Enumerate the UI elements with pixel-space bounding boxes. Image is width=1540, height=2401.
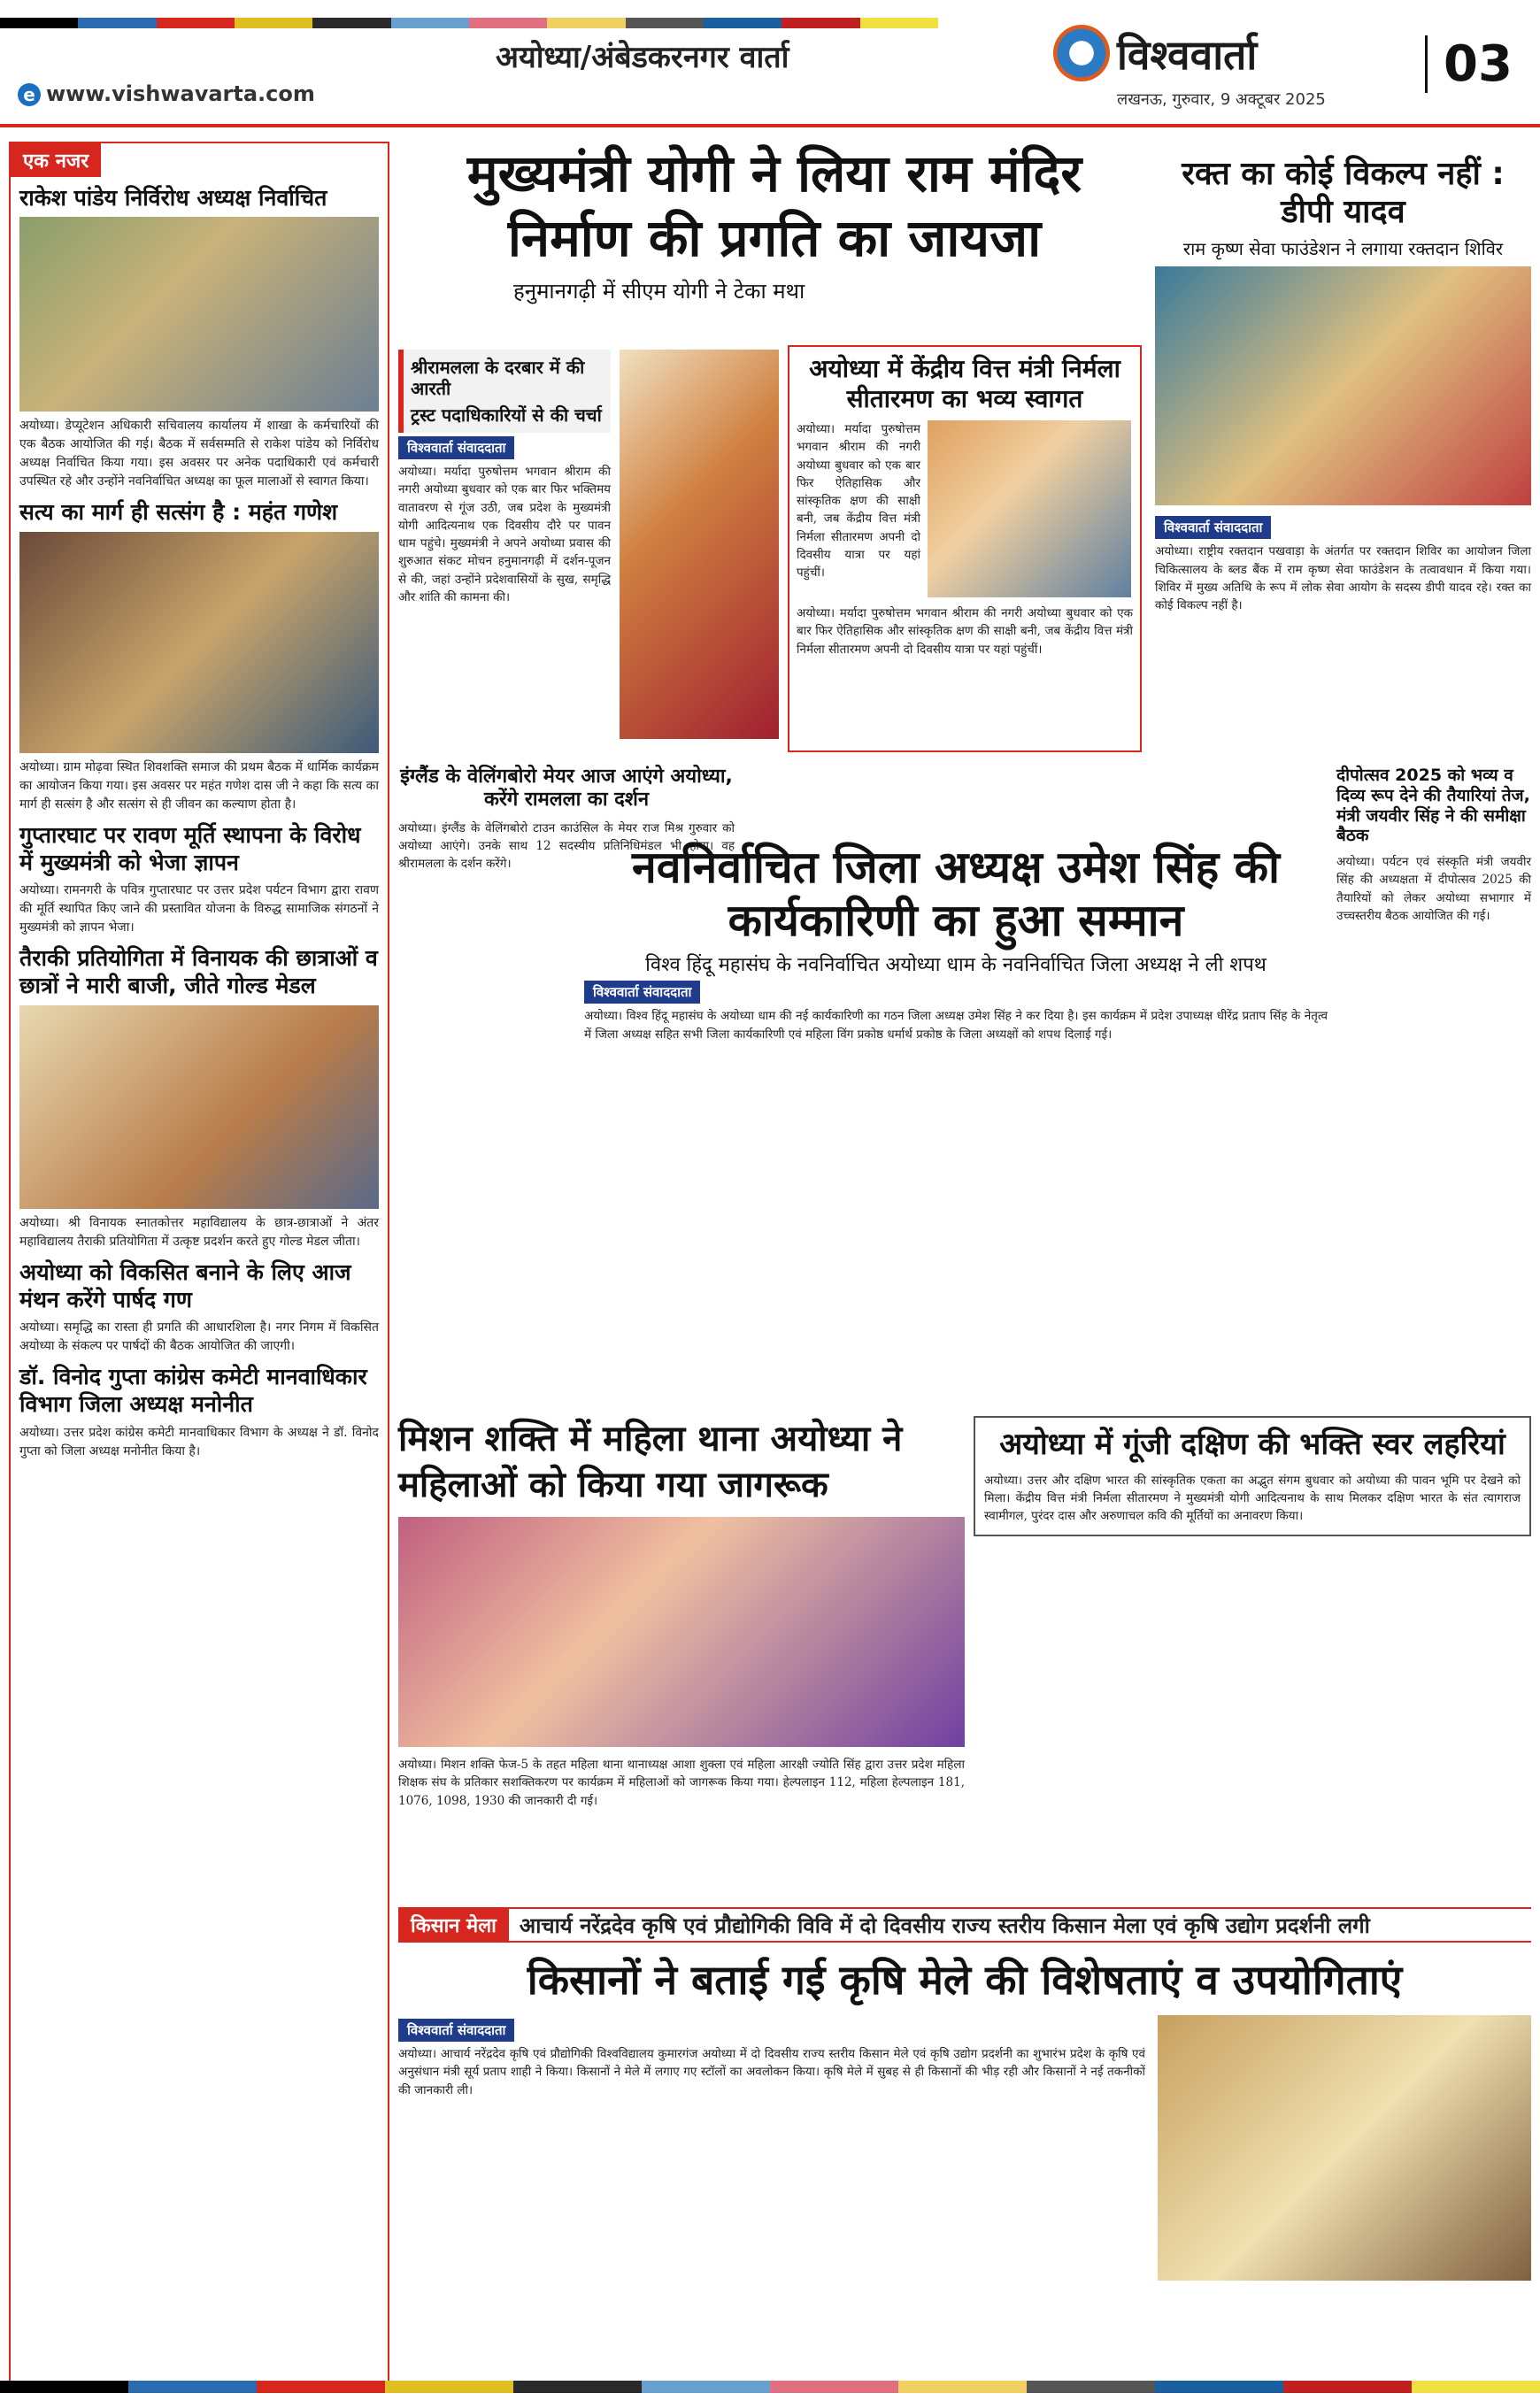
story-photo bbox=[19, 1005, 379, 1209]
south-headline: अयोध्या में गूंजी दक्षिण की भक्ति स्वर लहरियां bbox=[999, 1427, 1505, 1462]
lead-sidebar bbox=[398, 350, 611, 606]
bullet-item: ट्रस्ट पदाधिकारियों से की चर्चा bbox=[411, 404, 602, 426]
masthead bbox=[0, 0, 1540, 133]
registration-swatch bbox=[385, 2381, 513, 2393]
story-body: अयोध्या। उत्तर प्रदेश कांग्रेस कमेटी मानवाधिकार विभाग के अध्यक्ष ने डॉ. विनोद गुप्ता को जिला अध्यक्ष मनोनीत किया है। bbox=[19, 1425, 379, 1458]
registration-swatch bbox=[0, 2381, 128, 2393]
story-photo bbox=[19, 532, 379, 753]
wellingborough-headline: इंग्लैंड के वेलिंगबोरो मेयर आज आएंगे अयोध्या, करेंगे रामलला का दर्शन bbox=[400, 766, 733, 812]
kisan-tag: किसान मेला bbox=[398, 1909, 509, 1941]
yogi-photo bbox=[620, 350, 779, 739]
kisan-byline: विश्ववार्ता संवाददाता bbox=[398, 2019, 514, 2042]
registration-swatch bbox=[642, 2381, 770, 2393]
lead-subhead: हनुमानगढ़ी में सीएम योगी ने टेका मथा bbox=[513, 279, 805, 304]
umesh-body: अयोध्या। विश्व हिंदू महासंघ के अयोध्या धाम की नई कार्यकारिणी का गठन जिला अध्यक्ष उमेश सिंह ने कर दिया है। इस कार्यक्रम में प्रदेश उपाध्यक्ष धीरेंद्र प्रताप सिंह के नेतृत्व में जिला अध्यक्ष सहित सभी जिला कार्यकारिणी एवं महिला विंग प्रकोष्ठ धर्मार्थ प्रकोष्ठ के जिला अध्यक्षों को शपथ दिलाई गई। bbox=[584, 1009, 1328, 1042]
lead-headline: मुख्यमंत्री योगी ने लिया राम मंदिर निर्माण की प्रगति का जायजा bbox=[466, 143, 1082, 268]
site-url[interactable]: e www.vishwavarta.com bbox=[18, 81, 315, 106]
south-body: अयोध्या। उत्तर और दक्षिण भारत की सांस्कृतिक एकता का अद्भुत संगम बुधवार को अयोध्या की पावन भूमि पर देखने को मिला। केंद्रीय वित्त मंत्री निर्मला सीतारमण ने मुख्यमंत्री योगी आदित्यनाथ के साथ मिलकर दक्षिण भारत के संत त्यागराज स्वामीगल, पुरंदर दास और अरुणाचल कवि की मूर्तियों का अनावरण किया। bbox=[984, 1473, 1521, 1524]
lead-bullets bbox=[398, 350, 611, 433]
ek-nazar-column bbox=[9, 142, 389, 2389]
story-rakesh bbox=[11, 184, 388, 491]
story-ravan bbox=[11, 821, 388, 938]
blood-story bbox=[1155, 155, 1531, 614]
browser-e-icon: e bbox=[18, 83, 41, 106]
story-headline: सत्य का मार्ग ही सत्संग है : महंत गणेश bbox=[19, 499, 338, 526]
registration-swatch bbox=[704, 18, 782, 28]
nirmala-body: अयोध्या। मर्यादा पुरुषोत्तम भगवान श्रीराम की नगरी अयोध्या बुधवार को एक बार फिर ऐतिहासिक और सांस्कृतिक क्षण की साक्षी बनी, जब केंद्रीय वित्त मंत्री निर्मला सीतारमण अपनी दो दिवसीय यात्रा पर यहां पहुंचीं। bbox=[797, 606, 1133, 657]
umesh-story bbox=[584, 841, 1328, 1043]
lead-byline: विश्ववार्ता संवाददाता bbox=[398, 436, 514, 459]
story-headline: डॉ. विनोद गुप्ता कांग्रेस कमेटी मानवाधिकार विभाग जिला अध्यक्ष मनोनीत bbox=[19, 1364, 367, 1418]
story-headline: अयोध्या को विकसित बनाने के लिए आज मंथन करेंगे पार्षद गण bbox=[19, 1258, 351, 1312]
brand-name: विश्ववार्ता bbox=[1117, 31, 1258, 79]
registration-swatch bbox=[78, 18, 156, 28]
story-mahant bbox=[11, 498, 388, 813]
registration-swatch bbox=[547, 18, 625, 28]
registration-swatch bbox=[898, 2381, 1027, 2393]
deepotsav-headline: दीपोत्सव 2025 को भव्य व दिव्य रूप देने की तैयारियां तेज, मंत्री जयवीर सिंह ने की समीक्षा बैठक bbox=[1336, 766, 1530, 846]
nirmala-photo bbox=[928, 420, 1131, 597]
deepotsav-body: अयोध्या। पर्यटन एवं संस्कृति मंत्री जयवीर सिंह की अध्यक्षता में दीपोत्सव 2025 की तैयारियों को लेकर अयोध्या सभागार में उच्चस्तरीय बैठक आयोजित की गई। bbox=[1336, 855, 1531, 923]
nirmala-intro: अयोध्या। मर्यादा पुरुषोत्तम भगवान श्रीराम की नगरी अयोध्या बुधवार को एक बार फिर ऐतिहासिक और सांस्कृतिक क्षण की साक्षी बनी, जब केंद्रीय वित्त मंत्री निर्मला सीतारमण अपनी दो दिवसीय यात्रा पर यहां पहुंचीं। bbox=[797, 422, 920, 581]
story-headline: तैराकी प्रतियोगिता में विनायक की छात्राओं व छात्रों ने मारी बाजी, जीते गोल्ड मेडल bbox=[19, 945, 378, 999]
kisan-strap-bar bbox=[398, 1907, 1531, 1943]
story-body: अयोध्या। समृद्धि का रास्ता ही प्रगति की आधारशिला है। नगर निगम में विकसित अयोध्या के संकल्प पर पार्षदों की बैठक आयोजित की जाएगी। bbox=[19, 1320, 379, 1353]
story-swimming bbox=[11, 944, 388, 1251]
color-registration-bar-bottom bbox=[0, 2381, 1540, 2393]
story-parshad bbox=[11, 1258, 388, 1357]
kisan-strap: आचार्य नरेंद्रदेव कृषि एवं प्रौद्योगिकी विवि में दो दिवसीय राज्य स्तरीय किसान मेला एवं कृषि उद्योग प्रदर्शनी लगी bbox=[519, 1912, 1370, 1938]
section-title: अयोध्या/अंबेडकरनगर वार्ता bbox=[496, 40, 789, 75]
registration-swatch bbox=[860, 18, 938, 28]
lead-body: अयोध्या। मर्यादा पुरुषोत्तम भगवान श्रीराम की नगरी अयोध्या बुधवार को एक बार फिर भक्तिमय वातावरण से गूंज उठी, जब प्रदेश के मुख्यमंत्री योगी आदित्यनाथ एक दिवसीय दौरे पर पावन धाम पहुंचे। मुख्यमंत्री ने अपने अयोध्या प्रवास की शुरुआत संकट मोचन हनुमानगढ़ी में दर्शन-पूजन से की, जहां उन्होंने प्रदेशवासियों के सुख, समृद्धि और शांति की कामना की। bbox=[398, 465, 611, 604]
mission-headline: मिशन शक्ति में महिला थाना अयोध्या ने महिलाओं को किया गया जागरूक bbox=[398, 1419, 903, 1505]
kisan-photo bbox=[1158, 2015, 1531, 2281]
color-registration-bar bbox=[0, 18, 938, 28]
registration-swatch bbox=[770, 2381, 898, 2393]
registration-swatch bbox=[626, 18, 704, 28]
bullet-item: श्रीरामलला के दरबार में की आरती bbox=[411, 357, 585, 399]
registration-swatch bbox=[1027, 2381, 1155, 2393]
registration-swatch bbox=[1412, 2381, 1540, 2393]
lead-story bbox=[398, 142, 1151, 304]
umesh-headline: नवनिर्वाचित जिला अध्यक्ष उमेश सिंह की कार्यकारिणी का हुआ सम्मान bbox=[632, 842, 1280, 946]
dateline: लखनऊ, गुरुवार, 9 अक्टूबर 2025 bbox=[1117, 90, 1326, 109]
story-headline: राकेश पांडेय निर्विरोध अध्यक्ष निर्वाचित bbox=[19, 185, 327, 211]
lead-photo-yogi bbox=[620, 350, 779, 739]
registration-swatch bbox=[157, 18, 235, 28]
story-body: अयोध्या। रामनगरी के पवित्र गुप्तारघाट पर उत्तर प्रदेश पर्यटन विभाग द्वारा रावण की मूर्ति स्थापित किए जाने की प्रस्तावित योजना के विरुद्ध सामाजिक संगठनों ने मुख्यमंत्री को ज्ञापन भेजा। bbox=[19, 883, 379, 935]
umesh-byline: विश्ववार्ता संवाददाता bbox=[584, 981, 700, 1004]
kisan-headline: किसानों ने बताई गई कृषि मेले की विशेषताएं व उपयोगिताएं bbox=[527, 1956, 1403, 2004]
registration-swatch bbox=[257, 2381, 385, 2393]
registration-swatch bbox=[469, 18, 547, 28]
story-headline: गुप्तारघाट पर रावण मूर्ति स्थापना के विरोध में मुख्यमंत्री को भेजा ज्ञापन bbox=[19, 821, 361, 875]
registration-swatch bbox=[235, 18, 312, 28]
nirmala-headline: अयोध्या में केंद्रीय वित्त मंत्री निर्मला सीतारमण का भव्य स्वागत bbox=[809, 354, 1120, 413]
registration-swatch bbox=[128, 2381, 257, 2393]
story-photo bbox=[19, 217, 379, 412]
umesh-subhead: विश्व हिंदू महासंघ के नवनिर्वाचित अयोध्या धाम के नवनिर्वाचित जिला अध्यक्ष ने ली शपथ bbox=[645, 954, 1267, 976]
registration-swatch bbox=[391, 18, 469, 28]
blood-photo bbox=[1155, 266, 1531, 505]
page-number: 03 bbox=[1425, 35, 1513, 93]
registration-swatch bbox=[312, 18, 390, 28]
kisan-body: अयोध्या। आचार्य नरेंद्रदेव कृषि एवं प्रौद्योगिकी विश्वविद्यालय कुमारगंज अयोध्या में दो दिवसीय राज्य स्तरीय किसान मेले एवं कृषि उद्योग प्रदर्शनी का शुभारंभ प्रदेश के कृषि एवं अनुसंधान मंत्री सूर्य प्रताप शाही ने किया। किसानों ने मेले में लगाए गए स्टॉलों का अवलोकन किया। कृषि मेले में सुबह से ही किसानों की भीड़ रही और किसानों ने नई तकनीकों की जानकारी ली। bbox=[398, 2047, 1145, 2097]
deepotsav-story bbox=[1336, 766, 1531, 925]
story-body: अयोध्या। डेप्यूटेशन अधिकारी सचिवालय कार्यालय में शाखा के कर्मचारियों की एक बैठक आयोजित की गई। बैठक में सर्वसम्मति से राकेश पांडेय को निर्विरोध अध्यक्ष निर्वाचित किया गया। इस अवसर पर अनेक पदाधिकारी एवं कर्मचारी उपस्थित रहे और उन्होंने नवनिर्वाचित अध्यक्ष का फूल मालाओं से स्वागत किया। bbox=[19, 419, 379, 489]
mission-photo bbox=[398, 1517, 965, 1747]
story-body: अयोध्या। श्री विनायक स्नातकोत्तर महाविद्यालय के छात्र-छात्राओं ने अंतर महाविद्यालय तैराकी प्रतियोगिता में उत्कृष्ट प्रदर्शन करते हुए गोल्ड मेडल जीता। bbox=[19, 1215, 379, 1249]
blood-byline: विश्ववार्ता संवाददाता bbox=[1155, 516, 1271, 539]
mission-story bbox=[398, 1416, 965, 1810]
blood-subhead: राम कृष्ण सेवा फाउंडेशन ने लगाया रक्तदान शिविर bbox=[1182, 238, 1504, 260]
registration-swatch bbox=[0, 18, 78, 28]
registration-swatch bbox=[1155, 2381, 1283, 2393]
wellingborough-body: अयोध्या। इंग्लैंड के वेलिंगबोरो टाउन काउंसिल के मेयर राज मिश्र गुरुवार को अयोध्या आएंगे। उनके साथ 12 सदस्यीय प्रतिनिधिमंडल भी होगा। वह श्रीरामलला के दर्शन करेंगे। bbox=[398, 820, 735, 872]
registration-swatch bbox=[513, 2381, 642, 2393]
registration-swatch bbox=[782, 18, 859, 28]
mission-body: अयोध्या। मिशन शक्ति फेज-5 के तहत महिला थाना थानाध्यक्ष आशा शुक्ला एवं महिला आरक्षी ज्योति सिंह द्वारा उत्तर प्रदेश महिला शिक्षक संघ के प्रतिकार सशक्तिकरण पर कार्यक्रम में महिलाओं को जागरूक किया गया। हेल्पलाइन 112, महिला हेल्पलाइन 181, 1076, 1098, 1930 की जानकारी दी गई। bbox=[398, 1758, 965, 1808]
story-body: अयोध्या। ग्राम मोढ़वा स्थित शिवशक्ति समाज की प्रथम बैठक में धार्मिक कार्यक्रम का आयोजन किया गया। इस अवसर पर महंत गणेश दास जी ने कहा कि सत्य का मार्ग ही सत्संग है और सत्संग से ही जीवन का कल्याण होता है। bbox=[19, 759, 379, 812]
brand-logo-icon bbox=[1053, 25, 1110, 81]
nirmala-box bbox=[788, 345, 1142, 752]
registration-swatch bbox=[1283, 2381, 1412, 2393]
blood-body: अयोध्या। राष्ट्रीय रक्तदान पखवाड़ा के अंतर्गत पर रक्तदान शिविर का आयोजन जिला चिकित्सालय के ब्लड बैंक में राम कृष्ण सेवा फाउंडेशन के तत्वावधान में किया गया। शिविर में मुख्य अतिथि के रूप में लोक सेवा आयोग के सदस्य डीपी यादव रहे। रक्त का कोई विकल्प नहीं है। bbox=[1155, 544, 1531, 613]
story-vinod bbox=[11, 1363, 388, 1461]
south-story bbox=[974, 1416, 1531, 1536]
ek-nazar-tag: एक नजर bbox=[11, 143, 101, 177]
header-divider bbox=[0, 124, 1540, 127]
kisan-story bbox=[398, 1956, 1531, 2281]
blood-headline: रक्त का कोई विकल्प नहीं : डीपी यादव bbox=[1182, 156, 1505, 231]
